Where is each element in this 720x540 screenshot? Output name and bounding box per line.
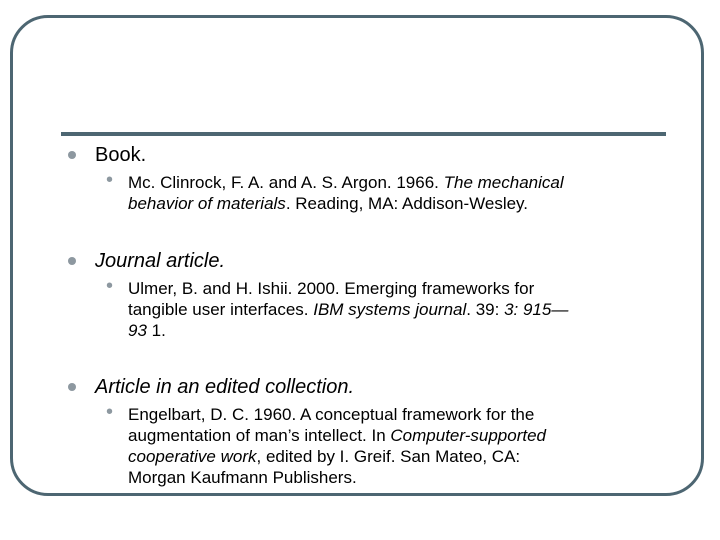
ref-text: , edited by I. Greif. San Mateo, CA: bbox=[256, 447, 521, 466]
ref-pages: 3: 915— bbox=[504, 300, 569, 319]
reference-collection bbox=[128, 404, 546, 488]
ref-text: Mc. Clinrock, F. A. and A. S. Argon. 1966. bbox=[128, 173, 444, 192]
ref-text: Ulmer, B. and H. Ishii. 2000. Emerging frameworks for bbox=[128, 279, 535, 298]
reference-book bbox=[128, 172, 564, 214]
ref-text: 1. bbox=[146, 321, 166, 340]
title-rule bbox=[61, 132, 666, 136]
heading-journal bbox=[95, 249, 225, 273]
sub-bullet-icon: • bbox=[106, 169, 114, 191]
heading-collection-text: Article in an edited collection. bbox=[95, 376, 355, 398]
sub-bullet-icon: • bbox=[106, 401, 114, 423]
ref-text: Engelbart, D. C. 1960. A conceptual framework for the bbox=[128, 405, 535, 424]
ref-text: tangible user interfaces. bbox=[128, 300, 314, 319]
sub-bullet-icon: • bbox=[106, 275, 114, 297]
ref-title: IBM systems journal bbox=[313, 300, 467, 319]
reference-journal bbox=[128, 278, 568, 341]
heading-book: Book. bbox=[95, 144, 147, 166]
ref-text: augmentation of man’s intellect. In bbox=[128, 426, 391, 445]
ref-text: Morgan Kaufmann Publishers. bbox=[128, 468, 357, 487]
ref-title: behavior of materials bbox=[128, 194, 286, 213]
bullet-icon bbox=[68, 257, 76, 265]
heading-collection bbox=[95, 375, 354, 399]
ref-title: cooperative work bbox=[128, 447, 257, 466]
ref-title: The mechanical bbox=[443, 173, 564, 192]
bullet-icon bbox=[68, 151, 76, 159]
heading-journal-text: Journal article. bbox=[95, 250, 226, 272]
ref-text: . Reading, MA: Addison-Wesley. bbox=[285, 194, 529, 213]
bullet-icon bbox=[68, 383, 76, 391]
ref-text: . 39: bbox=[466, 300, 505, 319]
ref-pages: 93 bbox=[128, 321, 147, 340]
ref-title: Computer-supported bbox=[390, 426, 547, 445]
